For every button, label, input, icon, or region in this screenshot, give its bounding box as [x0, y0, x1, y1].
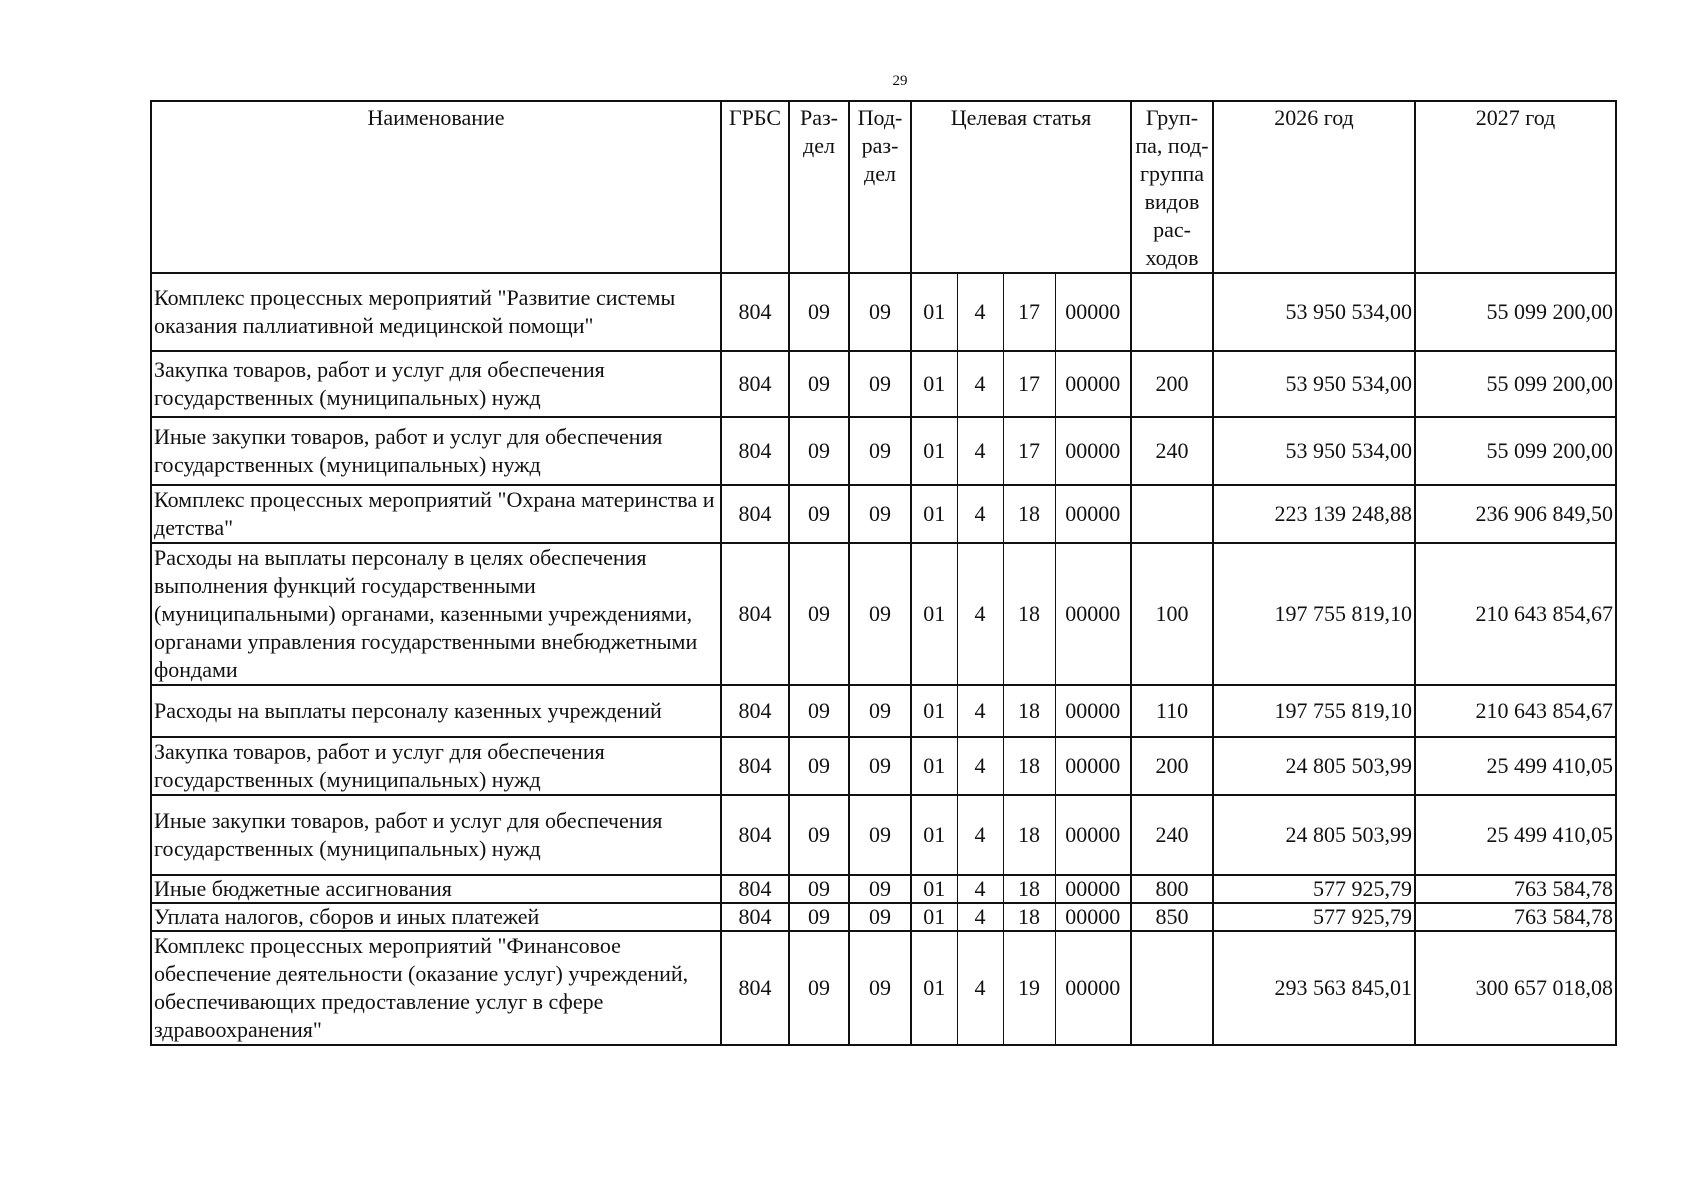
row-amount-2027: 55 099 200,00 [1415, 273, 1616, 351]
row-target-complex: 18 [1003, 485, 1055, 543]
row-razdel: 09 [789, 351, 849, 417]
row-grbs: 804 [721, 273, 789, 351]
header-podrazdel [849, 101, 911, 273]
row-amount-2026: 577 925,79 [1213, 903, 1415, 931]
row-podrazdel: 09 [849, 417, 911, 485]
row-target-type: 4 [957, 737, 1003, 795]
header-razdel [789, 101, 849, 273]
row-razdel: 09 [789, 543, 849, 685]
row-razdel: 09 [789, 931, 849, 1045]
row-razdel: 09 [789, 273, 849, 351]
table-row [151, 903, 1616, 931]
row-name: Иные закупки товаров, работ и услуг для обеспечения государственных (муниципальных) нужд [151, 417, 721, 485]
row-razdel: 09 [789, 737, 849, 795]
row-razdel: 09 [789, 903, 849, 931]
row-target-type: 4 [957, 273, 1003, 351]
header-razdel-text: Раз- дел [799, 105, 839, 158]
row-amount-2027: 55 099 200,00 [1415, 351, 1616, 417]
row-grbs: 804 [721, 543, 789, 685]
row-target-complex: 18 [1003, 795, 1055, 875]
row-expense-group: 240 [1131, 795, 1213, 875]
row-target-type: 4 [957, 875, 1003, 903]
row-target-program: 01 [911, 931, 957, 1045]
row-name: Иные закупки товаров, работ и услуг для обеспечения государственных (муниципальных) нужд [151, 795, 721, 875]
row-target-program: 01 [911, 795, 957, 875]
row-name: Комплекс процессных мероприятий "Развитие системы оказания паллиативной медицинской помощи" [151, 273, 721, 351]
row-grbs: 804 [721, 931, 789, 1045]
row-target-complex: 18 [1003, 875, 1055, 903]
row-amount-2026: 53 950 534,00 [1213, 417, 1415, 485]
header-row [151, 101, 1616, 273]
row-name: Комплекс процессных мероприятий "Финансовое обеспечение деятельности (оказание услуг) учреждений, обеспечивающих предоставление услуг в сфере здравоохранения" [151, 931, 721, 1045]
row-target-type: 4 [957, 417, 1003, 485]
row-grbs: 804 [721, 685, 789, 737]
row-expense-group: 200 [1131, 737, 1213, 795]
row-grbs: 804 [721, 903, 789, 931]
row-target-program: 01 [911, 737, 957, 795]
row-name: Закупка товаров, работ и услуг для обеспечения государственных (муниципальных) нужд [151, 351, 721, 417]
row-amount-2027: 763 584,78 [1415, 903, 1616, 931]
header-2027: 2027 год [1415, 101, 1616, 273]
row-podrazdel: 09 [849, 273, 911, 351]
row-target-type: 4 [957, 485, 1003, 543]
table-row [151, 485, 1616, 543]
row-amount-2027: 763 584,78 [1415, 875, 1616, 903]
row-amount-2026: 197 755 819,10 [1213, 685, 1415, 737]
header-grbs: ГРБС [721, 101, 789, 273]
row-target-program: 01 [911, 417, 957, 485]
row-target-complex: 18 [1003, 685, 1055, 737]
row-amount-2027: 300 657 018,08 [1415, 931, 1616, 1045]
row-target-direction: 00000 [1055, 795, 1131, 875]
row-amount-2026: 223 139 248,88 [1213, 485, 1415, 543]
row-amount-2026: 53 950 534,00 [1213, 351, 1415, 417]
row-razdel: 09 [789, 417, 849, 485]
row-amount-2027: 210 643 854,67 [1415, 543, 1616, 685]
row-target-direction: 00000 [1055, 903, 1131, 931]
row-target-type: 4 [957, 543, 1003, 685]
row-target-program: 01 [911, 903, 957, 931]
row-target-program: 01 [911, 351, 957, 417]
row-podrazdel: 09 [849, 875, 911, 903]
row-expense-group: 800 [1131, 875, 1213, 903]
row-name: Закупка товаров, работ и услуг для обеспечения государственных (муниципальных) нужд [151, 737, 721, 795]
row-amount-2027: 55 099 200,00 [1415, 417, 1616, 485]
page-number: 29 [892, 73, 908, 89]
table-row [151, 737, 1616, 795]
row-razdel: 09 [789, 485, 849, 543]
row-name: Иные бюджетные ассигнования [151, 875, 721, 903]
row-podrazdel: 09 [849, 737, 911, 795]
row-amount-2026: 577 925,79 [1213, 875, 1415, 903]
row-name: Расходы на выплаты персоналу в целях обеспечения выполнения функций государственными (муниципальными) органами, казенными учреждениями, органами управления государственными внебюджетными фондами [151, 543, 721, 685]
row-target-program: 01 [911, 485, 957, 543]
row-target-complex: 17 [1003, 273, 1055, 351]
row-target-program: 01 [911, 875, 957, 903]
budget-table [150, 100, 1617, 1046]
row-name: Уплата налогов, сборов и иных платежей [151, 903, 721, 931]
row-razdel: 09 [789, 875, 849, 903]
header-podrazdel-text: Под- раз- дел [857, 105, 903, 186]
row-razdel: 09 [789, 685, 849, 737]
row-target-program: 01 [911, 685, 957, 737]
header-target-article: Целевая статья [911, 101, 1131, 273]
row-target-direction: 00000 [1055, 351, 1131, 417]
row-target-complex: 18 [1003, 543, 1055, 685]
row-target-direction: 00000 [1055, 737, 1131, 795]
table-row [151, 875, 1616, 903]
row-grbs: 804 [721, 737, 789, 795]
row-target-type: 4 [957, 903, 1003, 931]
row-amount-2026: 24 805 503,99 [1213, 795, 1415, 875]
row-podrazdel: 09 [849, 543, 911, 685]
row-grbs: 804 [721, 485, 789, 543]
row-target-complex: 17 [1003, 417, 1055, 485]
row-amount-2027: 25 499 410,05 [1415, 737, 1616, 795]
row-expense-group: 240 [1131, 417, 1213, 485]
row-target-complex: 18 [1003, 903, 1055, 931]
row-target-program: 01 [911, 543, 957, 685]
row-target-direction: 00000 [1055, 875, 1131, 903]
row-podrazdel: 09 [849, 485, 911, 543]
row-target-complex: 17 [1003, 351, 1055, 417]
table-row [151, 543, 1616, 685]
row-target-program: 01 [911, 273, 957, 351]
table-row [151, 795, 1616, 875]
row-amount-2027: 236 906 849,50 [1415, 485, 1616, 543]
row-grbs: 804 [721, 417, 789, 485]
row-podrazdel: 09 [849, 685, 911, 737]
row-amount-2026: 53 950 534,00 [1213, 273, 1415, 351]
row-amount-2027: 25 499 410,05 [1415, 795, 1616, 875]
header-group [1131, 101, 1213, 273]
row-name: Комплекс процессных мероприятий "Охрана материнства и детства" [151, 485, 721, 543]
row-amount-2026: 197 755 819,10 [1213, 543, 1415, 685]
row-expense-group [1131, 485, 1213, 543]
row-podrazdel: 09 [849, 795, 911, 875]
row-expense-group [1131, 931, 1213, 1045]
row-expense-group: 200 [1131, 351, 1213, 417]
row-razdel: 09 [789, 795, 849, 875]
row-target-direction: 00000 [1055, 685, 1131, 737]
row-grbs: 804 [721, 875, 789, 903]
row-grbs: 804 [721, 351, 789, 417]
row-amount-2026: 24 805 503,99 [1213, 737, 1415, 795]
table-row [151, 931, 1616, 1045]
table-row [151, 273, 1616, 351]
row-target-type: 4 [957, 685, 1003, 737]
row-amount-2026: 293 563 845,01 [1213, 931, 1415, 1045]
row-target-direction: 00000 [1055, 931, 1131, 1045]
row-target-type: 4 [957, 351, 1003, 417]
row-target-direction: 00000 [1055, 417, 1131, 485]
table-row [151, 417, 1616, 485]
header-group-text: Груп- па, под- группа видов рас- ходов [1135, 105, 1209, 270]
row-target-direction: 00000 [1055, 273, 1131, 351]
row-expense-group: 110 [1131, 685, 1213, 737]
table-row [151, 685, 1616, 737]
row-target-type: 4 [957, 931, 1003, 1045]
header-2026: 2026 год [1213, 101, 1415, 273]
row-podrazdel: 09 [849, 351, 911, 417]
row-podrazdel: 09 [849, 931, 911, 1045]
table-row [151, 351, 1616, 417]
row-target-direction: 00000 [1055, 485, 1131, 543]
row-grbs: 804 [721, 795, 789, 875]
row-expense-group [1131, 273, 1213, 351]
row-podrazdel: 09 [849, 903, 911, 931]
header-name: Наименование [151, 101, 721, 273]
row-target-complex: 18 [1003, 737, 1055, 795]
row-target-direction: 00000 [1055, 543, 1131, 685]
row-amount-2027: 210 643 854,67 [1415, 685, 1616, 737]
row-target-type: 4 [957, 795, 1003, 875]
row-name: Расходы на выплаты персоналу казенных учреждений [151, 685, 721, 737]
row-expense-group: 850 [1131, 903, 1213, 931]
row-expense-group: 100 [1131, 543, 1213, 685]
row-target-complex: 19 [1003, 931, 1055, 1045]
